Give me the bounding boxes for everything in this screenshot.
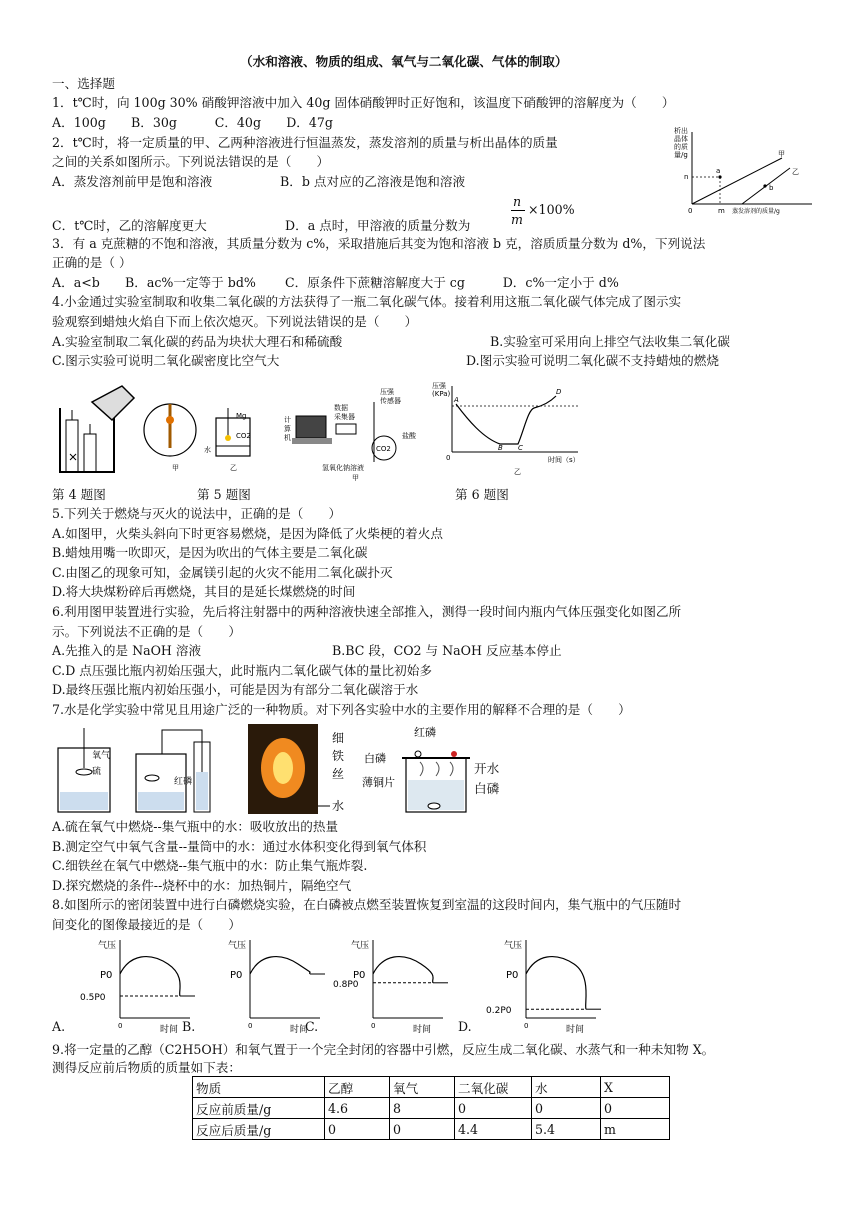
q4-option-a: A.实验室制取二氧化碳的药品为块状大理石和稀硫酸 [52,334,343,349]
q2-option-d: D．a 点时，甲溶液的质量分数为 [285,218,471,233]
q8-graph-ylabel: 气压 [228,941,247,951]
q2-option-b: B．b 点对应的乙溶液是饱和溶液 [280,174,466,189]
q4-option-b: B.实验室可采用向上排空气法收集二氧化碳 [490,334,730,349]
section-heading: 一、选择题 [52,76,115,91]
caption-q4: 第 4 题图 [52,487,106,502]
q2-graph [672,124,822,216]
q6-stem-line1: 6.利用图甲装置进行实验，先后将注射器中的两种溶液快速全部推入，测得一段时间内瓶内气体压强变化如图乙所 [52,604,682,619]
table-row [193,1098,670,1119]
q7-label-water: 水 [332,799,345,813]
q6-naoh: 氢氧化钠溶液 [322,464,364,472]
table-cell: 5.4 [532,1119,601,1140]
table-cell: 0 [455,1098,532,1119]
q8-graph-letter: C. [305,1019,319,1034]
q8-graph-origin: 0 [524,1022,529,1030]
q6-option-d: D.最终压强比瓶内初始压强小，可能是因为有部分二氧化碳溶于水 [52,682,419,697]
q2-graph-n: n [684,173,689,181]
q7-label-hotwater: 开水 [474,761,500,776]
q6-graph-origin: 0 [446,454,451,462]
q6-apparatus [282,382,432,482]
q2-stem-line1: 2．t℃时，将一定质量的甲、乙两种溶液进行恒温蒸发，蒸发溶剂的质量与析出晶体的质量 [52,135,558,150]
table-header-cell: 二氧化碳 [455,1077,532,1098]
q5-option-a: A.如图甲，火柴头斜向下时更容易燃烧，是因为降低了火柴梗的着火点 [52,526,443,541]
table-cell: 反应前质量/g [193,1098,325,1119]
q6-graph-point-a: A [454,396,459,404]
table-header-cell: 物质 [193,1077,325,1098]
q6-option-a: A.先推入的是 NaOH 溶液 [52,643,202,658]
q2-option-a: A．蒸发溶剂前甲是饱和溶液 [52,174,213,189]
q6-graph-yi: 乙 [514,468,521,476]
q8-graph-end-label: 0.5P0 [80,993,106,1003]
table-cell: 0 [390,1119,455,1140]
q6-stem-line2: 示。下列说法不正确的是（ ） [52,624,241,639]
table-header-cell: 水 [532,1077,601,1098]
q2-option-c: C．t℃时，乙的溶解度更大 [52,218,207,233]
q7-figures [52,722,452,817]
q4-option-c: C.图示实验可说明二氧化碳密度比空气大 [52,353,280,368]
q6-option-b: B.BC 段，CO2 与 NaOH 反应基本停止 [332,643,562,658]
q7-option-a: A.硫在氧气中燃烧--集气瓶中的水：吸收放出的热量 [52,819,339,834]
q8-pressure-curve [120,957,180,996]
table-cell: m [601,1119,670,1140]
q6-option-c: C.D 点压强比瓶内初始压强大，此时瓶内二氧化碳气体的量比初始多 [52,663,432,678]
q6-graph-ylabel-1: 压强 [432,382,446,390]
q5-figure-jia: 甲 [172,464,179,472]
q8-graph-end-label: 0.2P0 [486,1006,512,1017]
q2-fraction-tail: ×100% [528,202,575,217]
q2-fraction-numerator: n [513,194,522,209]
q7-stem: 7.水是化学实验中常见且用途广泛的一种物质。对下列各实验中水的主要作用的解释不合理的是（ ） [52,702,631,717]
page-title: （水和溶液、物质的组成、氧气与二氧化碳、气体的制取） [240,54,568,69]
q5-stem: 5.下列关于燃烧与灭火的说法中，正确的是（ ） [52,506,342,521]
q7-label-oxygen: 氧气 [92,751,111,761]
table-header-cell: X [601,1077,670,1098]
q2-graph-ylabel-3: 的质 [674,143,688,151]
q2-graph-point-b: b [769,184,774,192]
q7-label-redp-top: 红磷 [414,726,436,739]
q8-stem-line2: 间变化的图像最接近的是（ ） [52,917,241,932]
q9-mass-table [192,1076,670,1140]
q1-stem: 1．t℃时，向 100g 30% 硝酸钾溶液中加入 40g 固体硝酸钾时正好饱和，该温度下硝酸钾的溶解度为（ ） [52,95,675,110]
table-cell: 8 [390,1098,455,1119]
q8-graph-letter: A. [52,1019,66,1034]
q7-option-b: B.测定空气中氧气含量--量筒中的水：通过水体积变化得到氧气体积 [52,839,427,854]
q3-stem-line1: 3．有 a 克蔗糖的不饱和溶液，其质量分数为 c%，采取措施后其变为饱和溶液 b 克，溶质质量分数为 d%，下列说法 [52,236,706,251]
q8-pressure-curve [526,957,586,1010]
q5-figure-water: 水 [204,446,211,454]
q5-option-b: B.蜡烛用嘴一吹即灭，是因为吹出的气体主要是二氧化碳 [52,545,368,560]
table-header-cell: 乙醇 [325,1077,390,1098]
q8-graph-p0-label: P0 [100,970,113,981]
q3-stem-line2: 正确的是（ ） [52,255,132,270]
q6-graph-point-c: C [518,444,523,452]
table-cell: 0 [325,1119,390,1140]
q2-graph-xlabel: 蒸发溶剂的质量/g [732,208,780,215]
q8-graph-ylabel: 气压 [351,941,370,951]
q7-label-wire-2: 铁 [332,749,345,763]
q8-stem-line1: 8.如图所示的密闭装置中进行白磷燃烧实验，在白磷被点燃至装置恢复到室温的这段时间内，集气瓶中的气压随时 [52,897,682,912]
q7-label-redp: 红磷 [174,777,193,787]
q7-option-c: C.细铁丝在氧气中燃烧--集气瓶中的水：防止集气瓶炸裂. [52,858,368,873]
q2-graph-m: m [718,207,725,215]
table-cell: 反应后质量/g [193,1119,325,1140]
table-row [193,1119,670,1140]
q8-pressure-curve [250,957,310,974]
caption-q6: 第 6 题图 [455,487,509,502]
q7-option-d: D.探究燃烧的条件--烧杯中的水：加热铜片，隔绝空气 [52,878,352,893]
q6-apparatus-jia: 甲 [352,474,359,482]
q6-graph-point-b: B [498,444,503,452]
q6-graph-point-d: D [556,388,562,396]
table-cell: 0 [532,1098,601,1119]
q6-computer-3: 机 [284,434,291,442]
q6-sensor-1: 压强 [380,388,394,396]
q5-figure-yi: 乙 [230,464,237,472]
q4-stem-line1: 4.小金通过实验室制取和收集二氧化碳的方法获得了一瓶二氧化碳气体。接着利用这瓶二氧化碳气体完成了图示实 [52,294,682,309]
q8-graph-xlabel: 时间 [290,1025,309,1034]
q5-option-c: C.由图乙的现象可知，金属镁引起的火灾不能用二氧化碳扑灭 [52,565,393,580]
q2-graph-ylabel-2: 晶体 [674,135,688,143]
q5-figure [142,390,262,478]
q2-stem-line2: 之间的关系如图所示。下列说法错误的是（ ） [52,154,330,169]
q6-sensor-2: 传感器 [380,397,401,405]
q8-graph-end-label: 0.8P0 [333,979,359,990]
q8-graph-ylabel: 气压 [504,941,523,951]
q5-option-d: D.将大块煤粉碎后再燃烧，其目的是延长煤燃烧的时间 [52,584,356,599]
q7-label-wire-1: 细 [332,731,345,745]
q2-graph-ylabel-1: 析出 [674,127,688,135]
q2-graph-line-jia [692,158,782,204]
q6-hcl: 盐酸 [402,432,416,440]
q8-pressure-curve [373,957,433,983]
caption-q5: 第 5 题图 [197,487,251,502]
table-cell: 4.4 [455,1119,532,1140]
q6-pressure-graph [428,380,588,478]
q4-figure [52,380,142,480]
q2-graph-label-jia: 甲 [778,150,785,158]
q7-label-whitep-top: 白磷 [364,752,386,765]
q2-fraction-denominator: m [511,212,523,227]
q7-label-copper: 薄铜片 [362,776,395,789]
q9-stem-line1: 9.将一定量的乙醇（C2H5OH）和氧气置于一个完全封闭的容器中引燃，反应生成二氧化碳、水蒸气和一种未知物 X。 [52,1042,715,1057]
q8-graph-origin: 0 [248,1022,253,1030]
q2-graph-ylabel-4: 量/g [674,151,688,159]
q2-graph-origin: 0 [688,207,693,215]
q6-collector-2: 采集器 [334,413,355,421]
q7-label-sulfur: 硫 [92,767,102,777]
q7-label-wire-3: 丝 [332,767,345,781]
q8-graph-letter: D. [458,1019,472,1034]
q1-options: A．100g B．30g C．40g D．47g [52,115,333,130]
q8-graph-xlabel: 时间 [160,1025,179,1034]
table-header-row [193,1077,670,1098]
q8-graph-origin: 0 [118,1022,123,1030]
q8-graph-p0-label: P0 [506,970,519,981]
q6-collector-1: 数据 [334,404,348,412]
q5-figure-co2: CO2 [236,432,251,440]
q8-graph-xlabel: 时间 [413,1025,432,1034]
table-cell: 4.6 [325,1098,390,1119]
q2-graph-label-yi: 乙 [792,168,799,176]
q6-graph-xlabel: 时间（s） [548,456,580,464]
q3-options: A．a<b B．ac%一定等于 bd% C．原条件下蔗糖溶解度大于 cg D．c%一定小于 d% [52,275,619,290]
q8-graph-ylabel: 气压 [98,941,117,951]
q8-graph-p0-label: P0 [230,970,243,981]
q4-stem-line2: 验观察到蜡烛火焰自下而上依次熄灭。下列说法错误的是（ ） [52,314,418,329]
q9-stem-line2: 测得反应前后物质的质量如下表： [52,1060,241,1075]
table-header-cell: 氧气 [390,1077,455,1098]
q6-co2: CO2 [376,445,391,453]
q6-computer-1: 计 [284,416,291,424]
q7-label-whitep-bottom: 白磷 [474,781,500,796]
table-cell: 0 [601,1098,670,1119]
q2-fraction-bar [511,210,525,211]
q4-option-d: D.图示实验可说明二氧化碳不支持蜡烛的燃烧 [466,353,719,368]
q8-graph-origin: 0 [371,1022,376,1030]
q5-figure-mg: Mg [236,412,247,420]
q8-graph-xlabel: 时间 [566,1025,585,1034]
q6-computer-2: 算 [284,425,291,433]
q6-graph-ylabel-2: (KPa) [432,390,451,398]
q8-graph-letter: B. [182,1019,196,1034]
q2-graph-point-a: a [716,167,721,175]
q8-graph-p0-label: P0 [353,970,366,981]
